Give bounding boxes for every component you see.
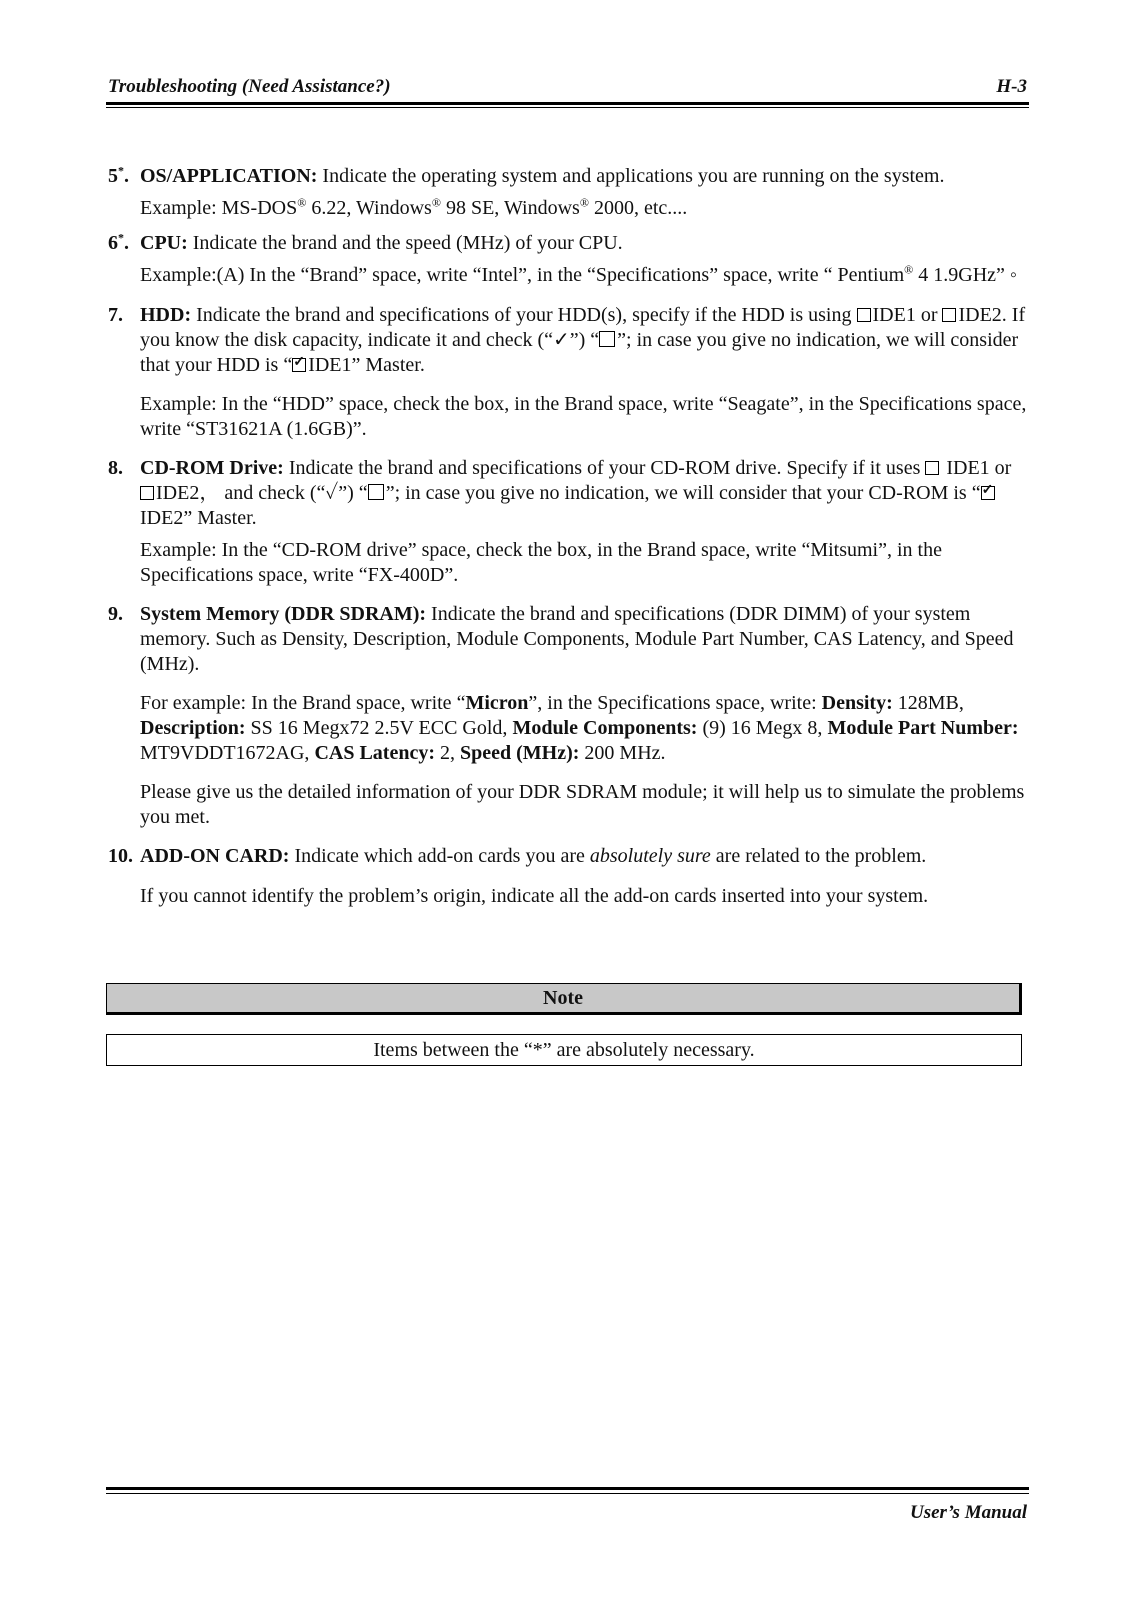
page-number: H-3	[996, 76, 1027, 97]
item-number: 8.	[108, 457, 123, 479]
checkbox-icon	[368, 484, 384, 500]
checkbox-icon	[925, 461, 939, 475]
note-body: Items between the “*” are absolutely necessary.	[106, 1034, 1022, 1066]
page-header	[108, 76, 1027, 98]
note-heading: Note	[106, 983, 1022, 1015]
list-item-hdd: 7. HDD: Indicate the brand and specifications of your HDD(s), specify if the HDD is using IDE1 or IDE2. If you know the disk capacity, indicate it and check (“✓”) “ ”; in case you give no indication, we will consider that your HDD is “✓ IDE1” Master. Example: In the “HDD” space, check the box, in the Brand space, write “Seagate”, in the Specifications space, write “ST31621A (1.6GB)”.	[108, 303, 1030, 442]
footer-rule-thin	[106, 1493, 1029, 1494]
checked-box-icon	[292, 358, 306, 372]
example-text: Example: MS-DOS® 6.22, Windows® 98 SE, Windows® 2000, etc....	[140, 195, 688, 219]
item-label: OS/APPLICATION:	[140, 165, 318, 187]
please-text: Please give us the detailed information of your DDR SDRAM module; it will help us to simulate the problems you met.	[140, 781, 1025, 828]
item-number: 7.	[108, 304, 123, 326]
list-item-add-on-card: 10. ADD-ON CARD: Indicate which add-on cards you are absolutely sure are related to the problem. If you cannot identify the problem’s origin, indicate all the add-on cards inserted into your system.	[108, 844, 1030, 909]
header-rule-thin	[106, 107, 1029, 108]
checkbox-icon	[857, 308, 871, 322]
example-text: Example: In the “CD-ROM drive” space, check the box, in the Brand space, write “Mitsumi”, in the Specifications space, write “FX-400D”.	[140, 539, 942, 586]
list-item-os-application: 5*. OS/APPLICATION: Indicate the operating system and applications you are running on the system. Example: MS-DOS® 6.22, Windows® 98 SE, Windows® 2000, etc....	[108, 164, 1030, 221]
main-content	[108, 164, 1030, 909]
checked-box-icon	[981, 486, 995, 500]
item-number: 6*.	[108, 230, 129, 254]
list-item-system-memory: 9. System Memory (DDR SDRAM): Indicate the brand and specifications (DDR DIMM) of your system memory. Such as Density, Description, Module Components, Module Part Number, CAS Latency, and Speed (MHz). For example: In the Brand space, write “Micron”, in the Specifications space, write: Density: 128MB, Description: SS 16 Megx72 2.5V ECC Gold, Module Components: (9) 16 Megx 8, Module Part Number: MT9VDDT1672AG, CAS Latency: 2, Speed (MHz): 200 MHz. Please give us the detailed information of your DDR SDRAM module; it will help us to simulate the problems you met.	[108, 602, 1030, 830]
checkbox-icon	[599, 331, 615, 347]
section-title: Troubleshooting (Need Assistance?)	[108, 76, 391, 97]
list-item-cpu: 6*. CPU: Indicate the brand and the speed (MHz) of your CPU. Example:(A) In the “Brand” space, write “Intel”, in the “Specifications” space, write “ Pentium® 4 1.9GHz” ◦	[108, 231, 1030, 288]
item-number: 9.	[108, 603, 123, 625]
item-label: ADD-ON CARD:	[140, 845, 290, 867]
example-text: For example: In the Brand space, write “Micron”, in the Specifications space, write: Density: 128MB, Description: SS 16 Megx72 2.5V ECC Gold, Module Components: (9) 16 Megx 8, Module Part Number: MT9VDDT1672AG, CAS Latency: 2, Speed (MHz): 200 MHz.	[140, 692, 1019, 764]
list-item-cdrom: 8. CD-ROM Drive: Indicate the brand and specifications of your CD-ROM drive. Specify if it uses IDE1 or IDE2， and check (“✓”) “ ”; in case you give no indication, we will consider that your CD-ROM is “✓IDE2” Master. Example: In the “CD-ROM drive” space, check the box, in the Brand space, write “Mitsumi”, in the Specifications space, write “FX-400D”.	[108, 456, 1030, 588]
item-number: 5*.	[108, 163, 129, 187]
example-text: Example: In the “HDD” space, check the box, in the Brand space, write “Seagate”, in the Specifications space, write “ST31621A (1.6GB)”.	[140, 393, 1027, 440]
example-text: Example:(A) In the “Brand” space, write “Intel”, in the “Specifications” space, write “ Pentium® 4 1.9GHz” ◦	[140, 262, 1017, 286]
item-label: CPU:	[140, 232, 188, 254]
item-label: CD-ROM Drive:	[140, 457, 284, 479]
footer-text: User’s Manual	[909, 1502, 1027, 1523]
item-number: 10.	[108, 845, 133, 867]
item-label: System Memory (DDR SDRAM):	[140, 603, 427, 625]
item-label: HDD:	[140, 304, 192, 326]
add-on-instruction: If you cannot identify the problem’s origin, indicate all the add-on cards inserted into your system.	[140, 885, 929, 907]
checkbox-icon	[942, 308, 956, 322]
footer-rule-thick	[106, 1487, 1029, 1490]
header-rule-thick	[106, 102, 1029, 105]
checkbox-icon	[140, 486, 154, 500]
